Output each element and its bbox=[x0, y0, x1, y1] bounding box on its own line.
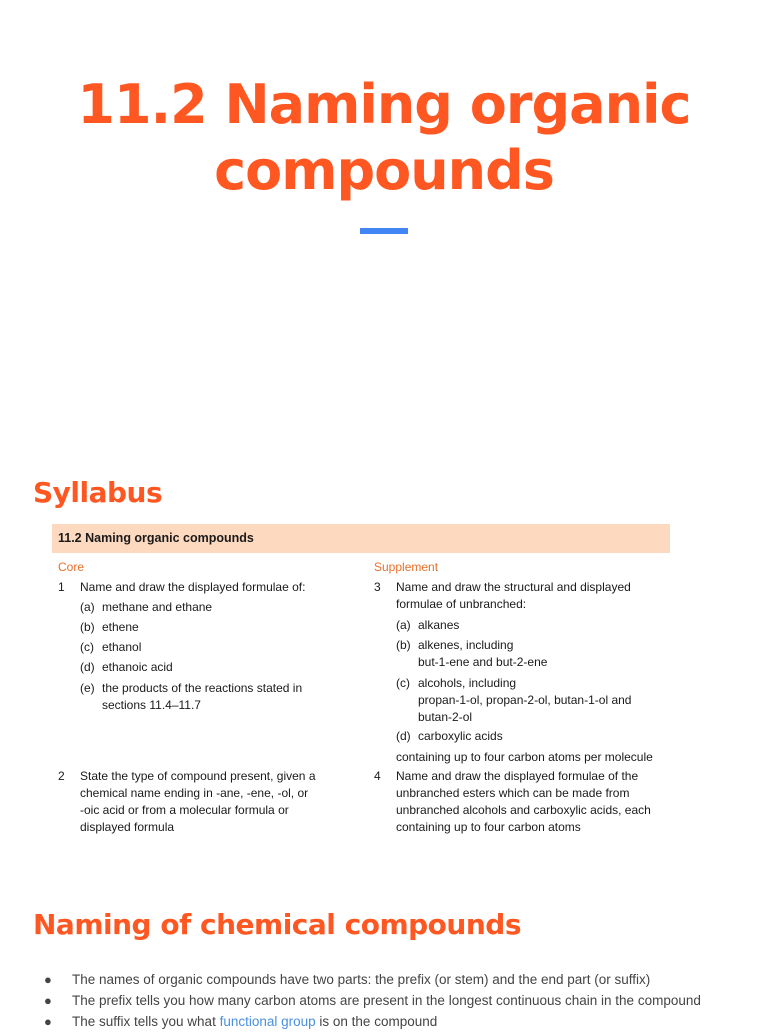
supplement-label: Supplement bbox=[374, 560, 439, 574]
supplement-item-4-line-1: Name and draw the displayed formulae of the bbox=[396, 769, 639, 783]
bullet-item: ● The suffix tells you what functional group is on the compound bbox=[44, 1012, 764, 1033]
core-item-1-sub-b: (b) ethene bbox=[80, 620, 139, 634]
supplement-item-4-line-3: unbranched alcohols and carboxylic acids, each bbox=[396, 803, 651, 817]
bullet-icon: ● bbox=[44, 993, 52, 1008]
supplement-item-4-number: 4 bbox=[374, 769, 381, 783]
functional-group-link[interactable]: functional group bbox=[219, 1014, 316, 1029]
core-item-2-line-1: State the type of compound present, given a bbox=[80, 769, 316, 783]
bullet-item: ● The names of organic compounds have two parts: the prefix (or stem) and the end part (or suffix) bbox=[44, 970, 764, 991]
core-item-2-number: 2 bbox=[58, 769, 65, 783]
core-item-1-sub-e: (e) the products of the reactions stated in bbox=[80, 681, 303, 695]
supplement-item-3-sub-c: (c) alcohols, including bbox=[396, 676, 517, 690]
slide-title bbox=[0, 72, 768, 204]
supplement-item-3-line-1: Name and draw the structural and displayed bbox=[396, 580, 631, 594]
core-item-1-sub-a: (a) methane and ethane bbox=[80, 600, 213, 614]
supplement-item-3-footer: containing up to four carbon atoms per molecule bbox=[396, 750, 653, 764]
supplement-item-3-line-2: formulae of unbranched: bbox=[396, 597, 527, 611]
syllabus-table-title: 11.2 Naming organic compounds bbox=[58, 531, 254, 545]
bullet-icon: ● bbox=[44, 1014, 52, 1029]
supplement-item-3-sub-b-cont: but-1-ene and but-2-ene bbox=[418, 655, 548, 669]
supplement-item-3-number: 3 bbox=[374, 580, 381, 594]
core-item-1-sub-d: (d) ethanoic acid bbox=[80, 660, 173, 674]
syllabus-table bbox=[52, 524, 670, 844]
core-label: Core bbox=[58, 560, 85, 574]
supplement-item-4-line-4: containing up to four carbon atoms bbox=[396, 820, 581, 834]
core-item-2-line-4: displayed formula bbox=[80, 820, 175, 834]
title-accent-bar bbox=[360, 228, 408, 234]
naming-heading: Naming of chemical compounds bbox=[33, 908, 521, 941]
title-line-2: compounds bbox=[214, 139, 554, 202]
supplement-item-3-sub-b: (b) alkenes, including bbox=[396, 638, 514, 652]
supplement-item-3-sub-c-cont: propan-1-ol, propan-2-ol, butan-1-ol and bbox=[418, 693, 632, 707]
supplement-item-3-sub-d: (d) carboxylic acids bbox=[396, 729, 503, 743]
core-item-1-sub-e-cont: sections 11.4–11.7 bbox=[102, 698, 201, 712]
title-line-1: 11.2 Naming organic bbox=[77, 73, 691, 136]
core-item-1-text: Name and draw the displayed formulae of: bbox=[80, 580, 306, 594]
supplement-item-4-line-2: unbranched esters which can be made from bbox=[396, 786, 630, 800]
bullet-item: ● The prefix tells you how many carbon atoms are present in the longest continuous chain in the compound bbox=[44, 991, 764, 1012]
core-item-1-number: 1 bbox=[58, 580, 65, 594]
syllabus-heading: Syllabus bbox=[33, 476, 163, 509]
bullet-icon: ● bbox=[44, 972, 52, 987]
supplement-item-3-sub-c-cont-2: butan-2-ol bbox=[418, 710, 473, 724]
core-item-2-line-3: -oic acid or from a molecular formula or bbox=[80, 803, 289, 817]
supplement-item-3-sub-a: (a) alkanes bbox=[396, 618, 460, 632]
core-item-2-line-2: chemical name ending in -ane, -ene, -ol, or bbox=[80, 786, 309, 800]
core-item-1-sub-c: (c) ethanol bbox=[80, 640, 142, 654]
syllabus-table-header bbox=[52, 524, 670, 553]
